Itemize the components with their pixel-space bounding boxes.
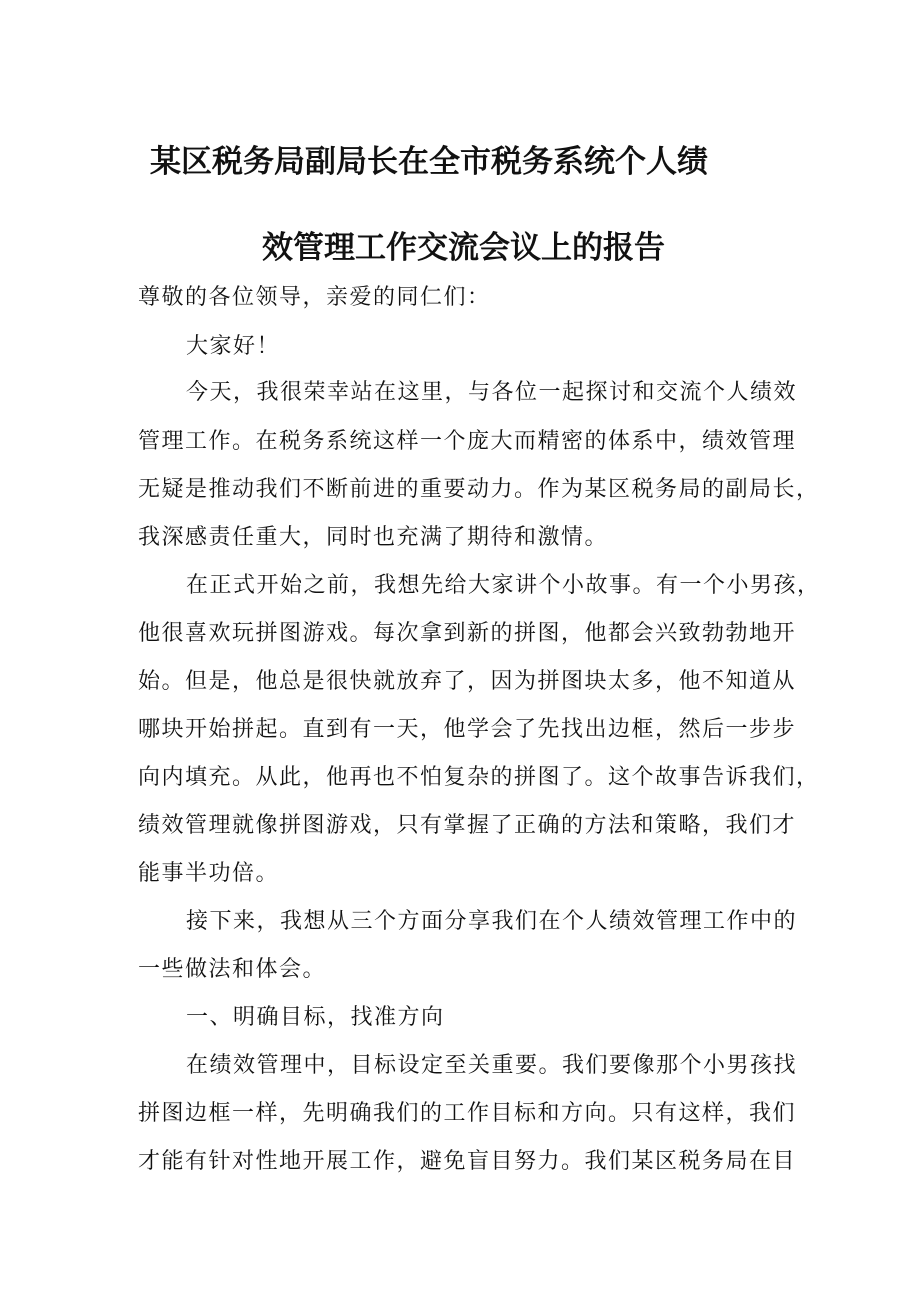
paragraph-line: 今天，我很荣幸站在这里，与各位一起探讨和交流个人绩效 [186,380,798,405]
paragraph-line: 在正式开始之前，我想先给大家讲个小故事。有一个小男孩， [186,573,821,598]
salutation: 尊敬的各位领导，亲爱的同仁们： [138,285,491,310]
paragraph-line: 无疑是推动我们不断前进的重要动力。作为某区税务局的副局长， [138,477,820,502]
paragraph-line: 管理工作。在税务系统这样一个庞大而精密的体系中，绩效管理 [138,429,797,454]
paragraph-line: 能事半功倍。 [138,861,280,886]
paragraph-line: 始。但是，他总是很快就放弃了，因为拼图块太多，他不知道从 [138,669,797,694]
paragraph-line: 接下来，我想从三个方面分享我们在个人绩效管理工作中的 [186,909,798,934]
paragraph-line: 才能有针对性地开展工作，避免盲目努力。我们某区税务局在目 [138,1149,797,1174]
paragraph-line: 我深感责任重大，同时也充满了期待和激情。 [138,525,609,550]
paragraph-line: 向内填充。从此，他再也不怕复杂的拼图了。这个故事告诉我们， [138,765,820,790]
document-title-line-2: 效管理工作交流会议上的报告 [262,230,665,266]
paragraph-line: 绩效管理就像拼图游戏，只有掌握了正确的方法和策略，我们才 [138,813,797,838]
paragraph-line: 拼图边框一样，先明确我们的工作目标和方向。只有这样，我们 [138,1101,797,1126]
document-title-line-1: 某区税务局副局长在全市税务系统个人绩 [150,144,708,180]
paragraph-line: 一些做法和体会。 [138,957,327,982]
section-heading: 一、明确目标，找准方向 [186,1005,445,1030]
greeting: 大家好！ [186,334,281,359]
paragraph-line: 他很喜欢玩拼图游戏。每次拿到新的拼图，他都会兴致勃勃地开 [138,621,797,646]
paragraph-line: 在绩效管理中，目标设定至关重要。我们要像那个小男孩找 [186,1053,798,1078]
paragraph-line: 哪块开始拼起。直到有一天，他学会了先找出边框，然后一步步 [138,717,797,742]
